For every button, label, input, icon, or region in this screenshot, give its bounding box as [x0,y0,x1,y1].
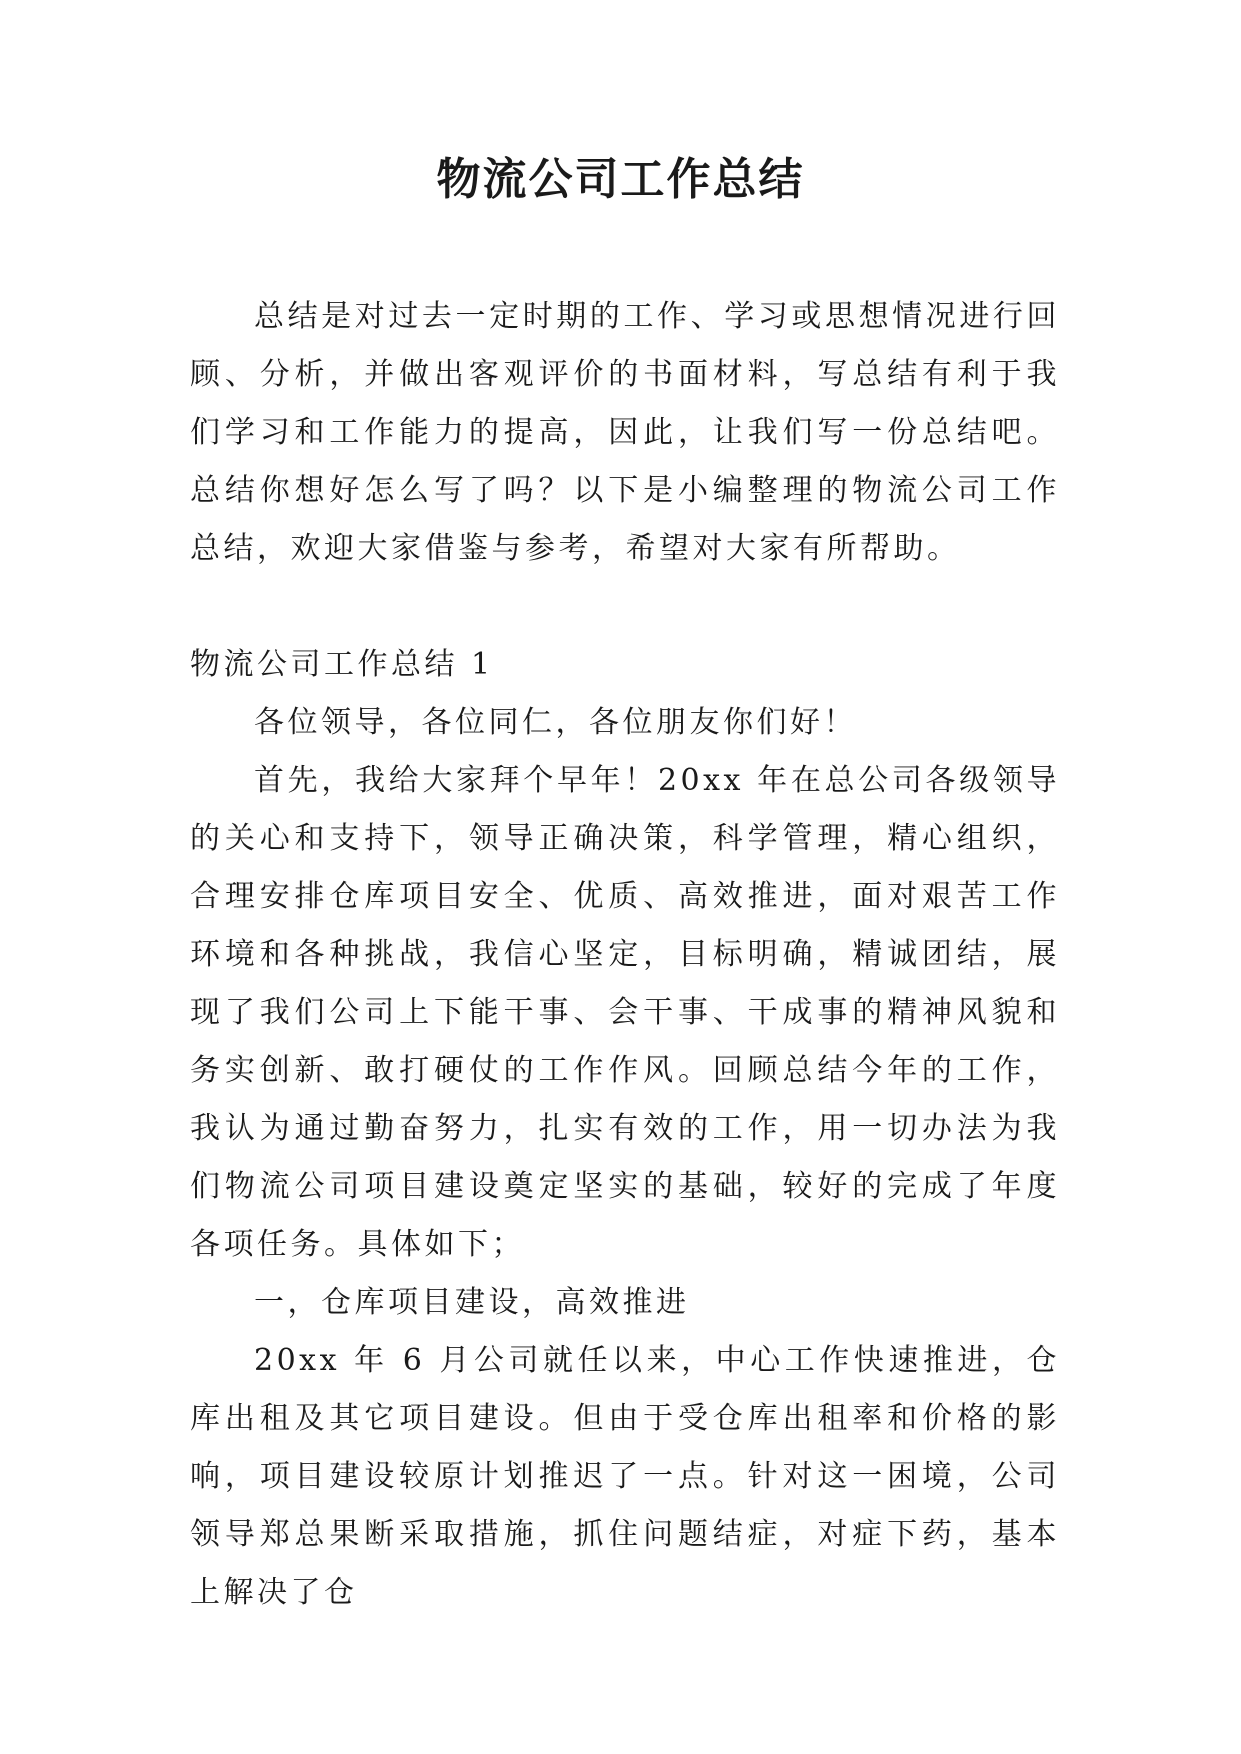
document-title: 物流公司工作总结 [436,154,805,205]
warehouse-paragraph: 20xx 年 6 月公司就任以来，中心工作快速推进，仓库出租及其它项目建设。但由于受仓库出租率和价格的影响，项目建设较原计划推迟了一点。针对这一困境，公司领导郑总果断采取措施，抓住问题结症，对症下药，基本上解决了仓 [190,1343,1060,1610]
intro-paragraph: 总结是对过去一定时期的工作、学习或思想情况进行回顾、分析，并做出客观评价的书面材料，写总结有利于我们学习和工作能力的提高，因此，让我们写一份总结吧。总结你想好怎么写了吗？以下是小编整理的物流公司工作总结，欢迎大家借鉴与参考，希望对大家有所帮助。 [190,299,1060,566]
subheading-warehouse: 一，仓库项目建设，高效推进 [254,1285,690,1320]
opening-paragraph: 首先，我给大家拜个早年！20xx 年在总公司各级领导的关心和支持下，领导正确决策，科学管理，精心组织，合理安排仓库项目安全、优质、高效推进，面对艰苦工作环境和各种挑战，我信心坚定，目标明确，精诚团结，展现了我们公司上下能干事、会干事、干成事的精神风貌和务实创新、敢打硬仗的工作作风。回顾总结今年的工作，我认为通过勤奋努力，扎实有效的工作，用一切办法为我们物流公司项目建设奠定坚实的基础，较好的完成了年度各项任务。具体如下； [190,763,1060,1262]
document-body [190,288,1060,1622]
greeting-paragraph: 各位领导，各位同仁，各位朋友你们好！ [254,705,857,740]
section-heading: 物流公司工作总结 1 [190,647,494,682]
